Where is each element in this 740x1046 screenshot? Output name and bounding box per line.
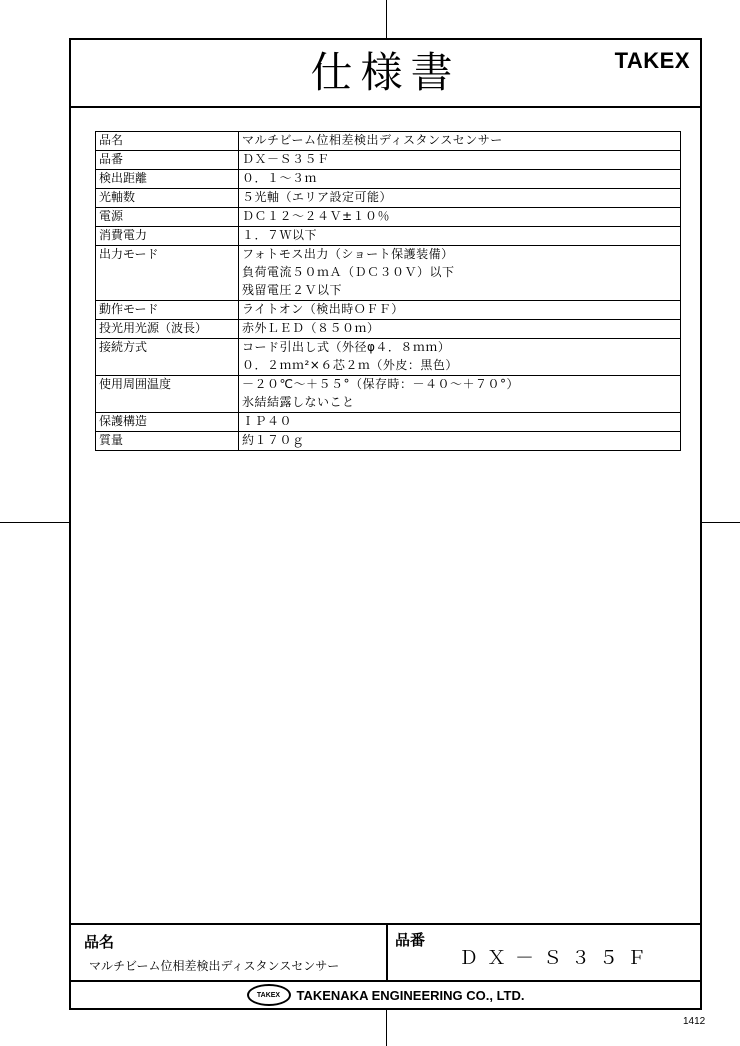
spec-value-line: コード引出し式（外径φ４．８ｍｍ） (242, 340, 451, 354)
company-logo-block (71, 981, 700, 1009)
spec-value-line: ０．１～３ｍ (242, 171, 318, 185)
footer-code-label: 品番 (395, 931, 426, 949)
spec-row (96, 339, 681, 376)
footer-code-value: ＤＸ－Ｓ３５Ｆ (459, 947, 656, 969)
spec-label: 光軸数 (96, 189, 239, 208)
spec-row (96, 413, 681, 432)
spec-value-line: ＩＰ４０ (242, 414, 293, 428)
crop-mark-bottom (386, 1010, 387, 1046)
spec-row (96, 320, 681, 339)
spec-label: 保護構造 (96, 413, 239, 432)
footer-column-divider (386, 923, 388, 981)
footer-name-value: マルチビーム位相差検出ディスタンスセンサー (89, 959, 340, 973)
spec-value-line: ＤＣ１２～２４Ｖ±１０％ (242, 209, 391, 223)
spec-row (96, 301, 681, 320)
footer-block (71, 923, 700, 1010)
spec-value-line: ０．２ｍｍ²×６芯２ｍ（外皮：黒色） (242, 358, 458, 372)
spec-label: 質量 (96, 432, 239, 451)
title-row (71, 40, 700, 108)
spec-row (96, 189, 681, 208)
spec-value (239, 227, 681, 246)
spec-row (96, 227, 681, 246)
company-name: TAKENAKA ENGINEERING CO., LTD. (296, 987, 525, 1003)
brand-logo: TAKEX (614, 48, 690, 73)
spec-value (239, 170, 681, 189)
spec-value-line: 赤外ＬＥＤ（８５０ｍ） (242, 321, 380, 335)
spec-value (239, 132, 681, 151)
footer-name-label: 品名 (84, 933, 115, 951)
crop-mark-top (386, 0, 387, 38)
document-title: 仕様書 (310, 48, 461, 97)
spec-label: 検出距離 (96, 170, 239, 189)
spec-value-line: 残留電圧２Ｖ以下 (242, 283, 343, 297)
company-logo-icon: TAKEX (247, 984, 291, 1006)
spec-value-line: －２０℃～＋５５°（保存時：－４０～＋７０°） (242, 377, 519, 391)
spec-value (239, 189, 681, 208)
spec-value (239, 151, 681, 170)
spec-value-line: ライトオン（検出時ＯＦＦ） (242, 302, 404, 316)
spec-label: 品番 (96, 151, 239, 170)
spec-value (239, 246, 681, 301)
spec-row (96, 132, 681, 151)
spec-label: 消費電力 (96, 227, 239, 246)
spec-row (96, 151, 681, 170)
page-code: 1412 (683, 1016, 706, 1027)
spec-row (96, 208, 681, 227)
spec-label: 電源 (96, 208, 239, 227)
spec-value (239, 208, 681, 227)
spec-value-line: 負荷電流５０ｍＡ（ＤＣ３０Ｖ）以下 (242, 265, 455, 279)
crop-mark-right (702, 522, 740, 523)
spec-value (239, 339, 681, 376)
spec-value (239, 301, 681, 320)
spec-table-body (96, 132, 681, 451)
spec-label: 出力モード (96, 246, 239, 301)
spec-value-line: 氷結結露しないこと (242, 395, 355, 409)
spec-row (96, 432, 681, 451)
spec-label: 品名 (96, 132, 239, 151)
spec-value-line: ＤＸ－Ｓ３５Ｆ (242, 152, 330, 166)
spec-value-line: 約１７０ｇ (242, 433, 305, 447)
spec-value (239, 413, 681, 432)
spec-label: 接続方式 (96, 339, 239, 376)
spec-value-line: ５光軸（エリア設定可能） (242, 190, 393, 204)
spec-value (239, 432, 681, 451)
spec-label: 動作モード (96, 301, 239, 320)
spec-row (96, 170, 681, 189)
spec-row (96, 246, 681, 301)
spec-value (239, 320, 681, 339)
spec-value (239, 376, 681, 413)
spec-value-line: １．７Ｗ以下 (242, 228, 318, 242)
spec-row (96, 376, 681, 413)
spec-table (95, 131, 681, 451)
crop-mark-left (0, 522, 69, 523)
spec-label: 使用周囲温度 (96, 376, 239, 413)
document-frame (69, 38, 702, 1010)
spec-value-line: フォトモス出力（ショート保護装備） (242, 247, 454, 261)
spec-value-line: マルチビーム位相差検出ディスタンスセンサー (242, 133, 503, 147)
spec-label: 投光用光源（波長） (96, 320, 239, 339)
